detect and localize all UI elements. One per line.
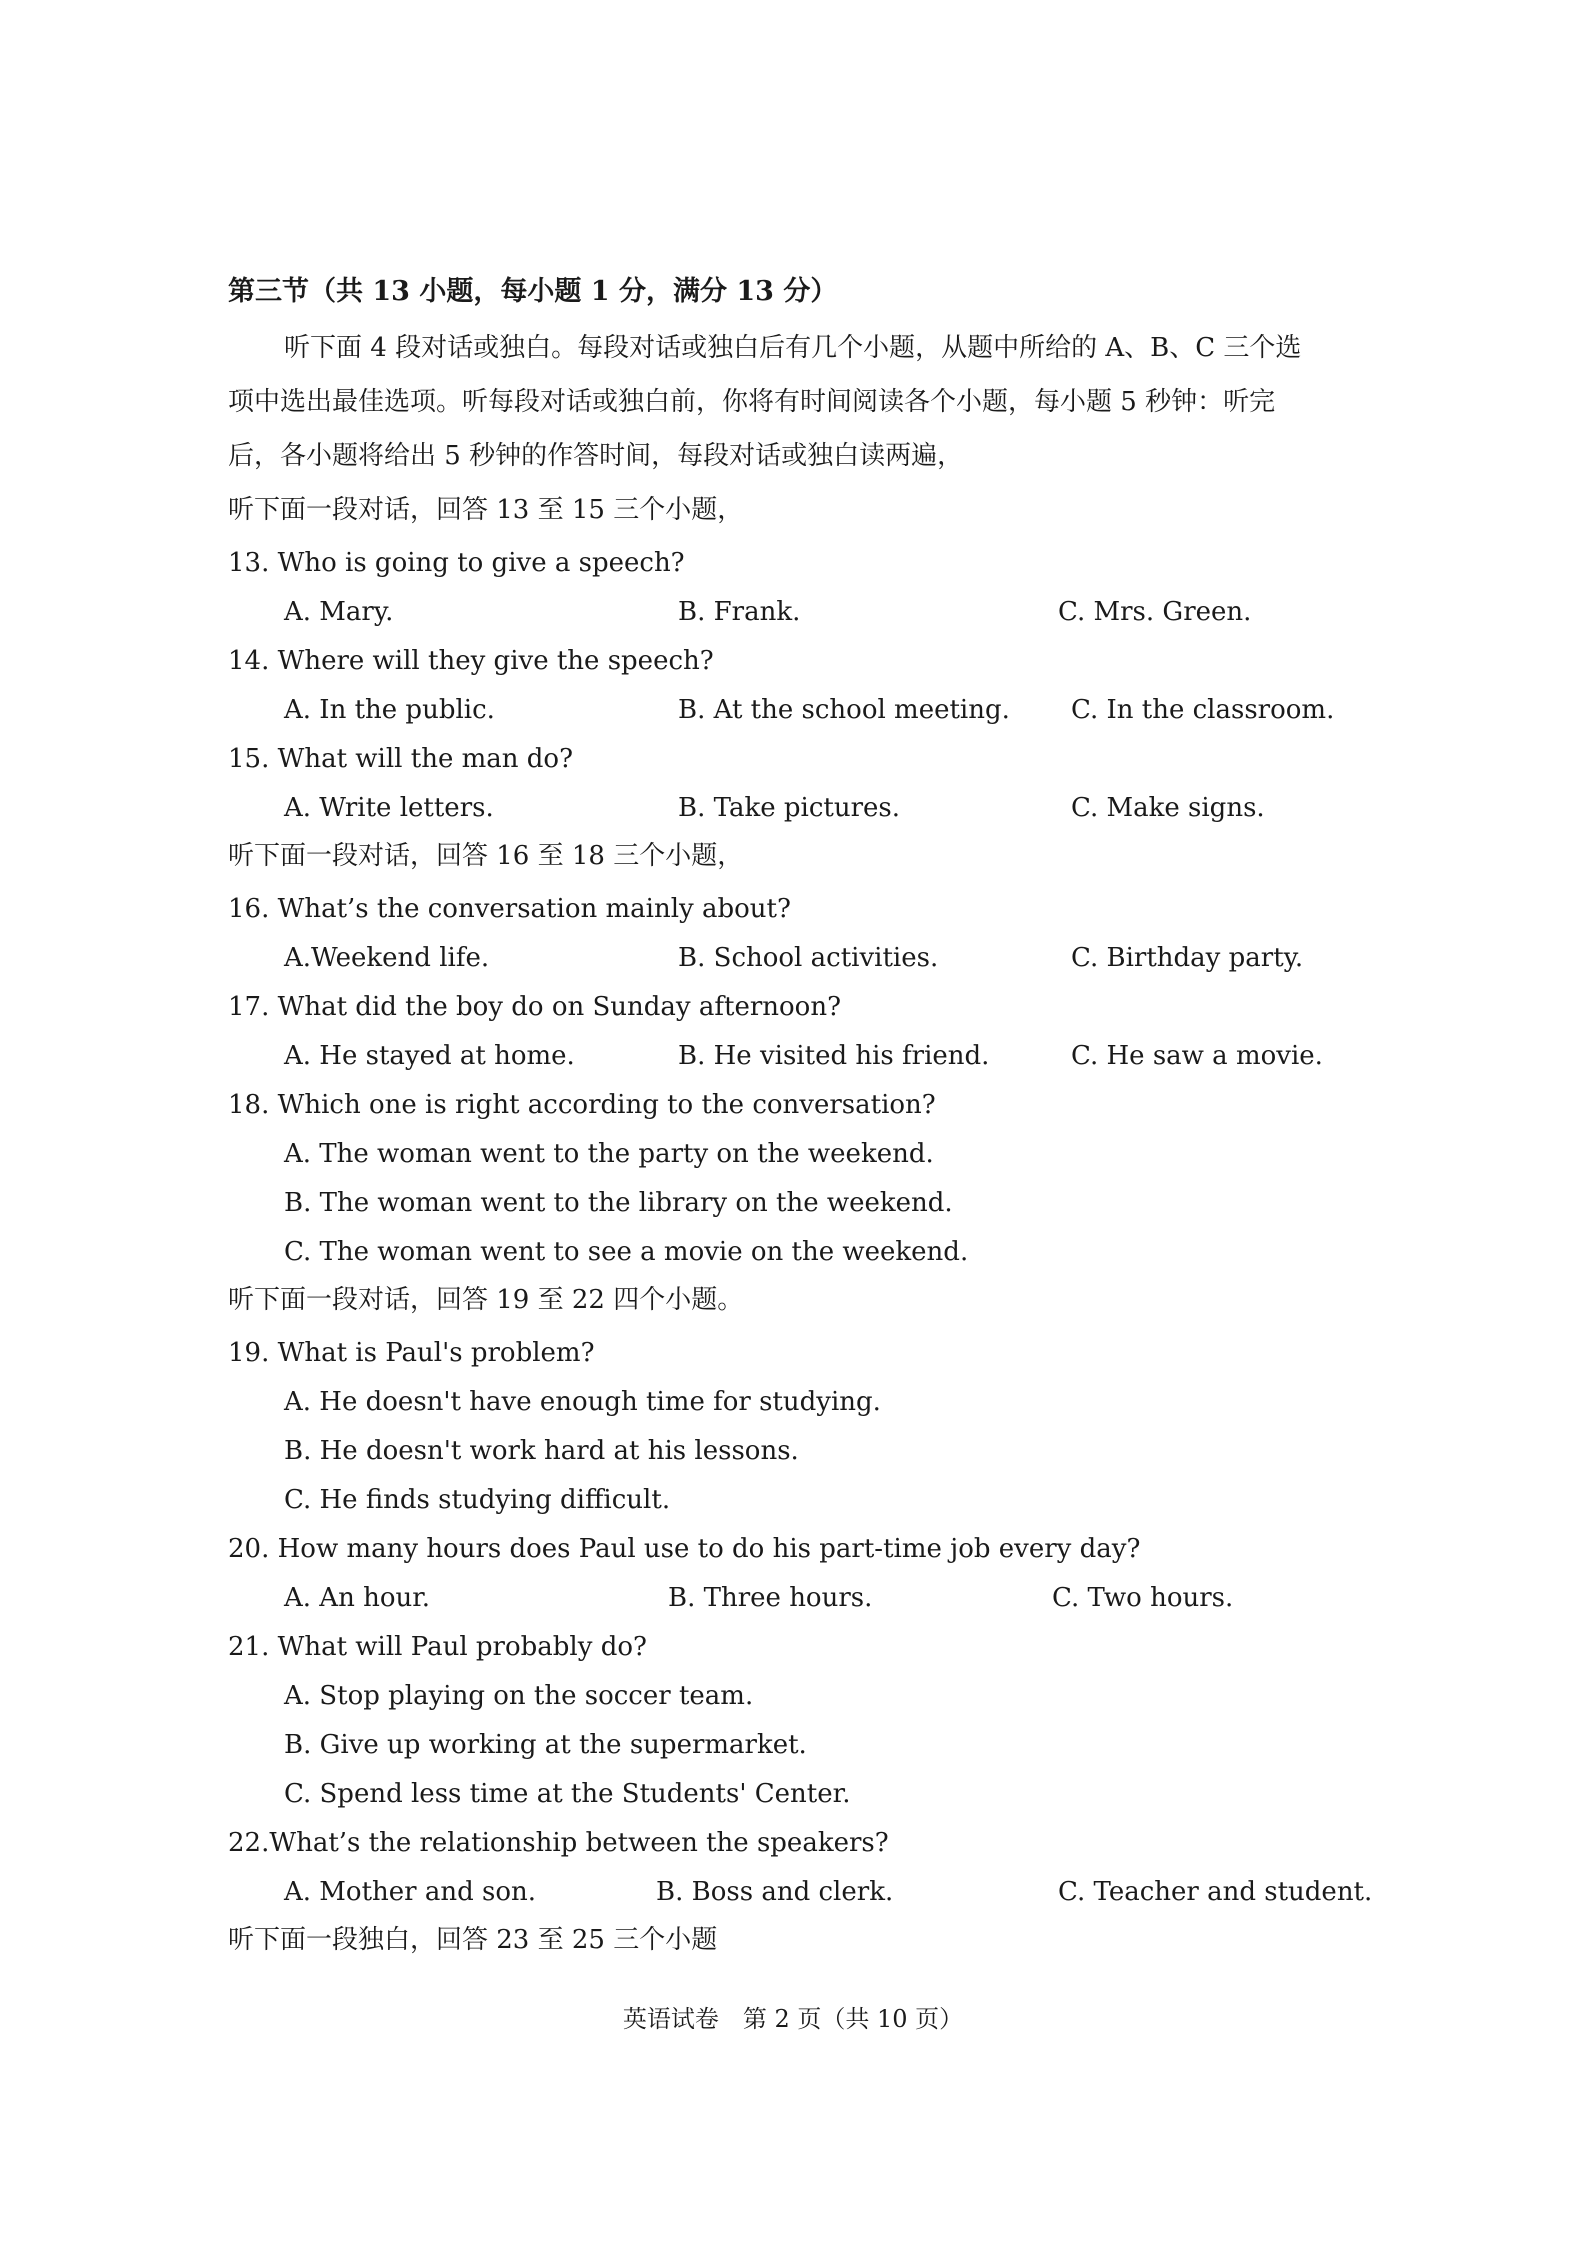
page-footer: 英语试卷 第 2 页（共 10 页） bbox=[622, 2005, 964, 2033]
question-22-option-b: B. Boss and clerk. bbox=[656, 1877, 894, 1907]
question-18-option-b: B. The woman went to the library on the weekend. bbox=[284, 1188, 953, 1218]
question-21-option-a: A. Stop playing on the soccer team. bbox=[284, 1681, 754, 1711]
instructions-line-2: 项中选出最佳选项。听每段对话或独白前，你将有时间阅读各个小题，每小题 5 秒钟：听完 bbox=[228, 387, 1276, 417]
question-14-option-b: B. At the school meeting. bbox=[678, 695, 1010, 725]
question-21-stem: 21. What will Paul probably do? bbox=[228, 1632, 647, 1662]
question-15-option-c: C. Make signs. bbox=[1071, 793, 1265, 823]
question-17-option-c: C. He saw a movie. bbox=[1071, 1041, 1323, 1071]
question-15-option-b: B. Take pictures. bbox=[678, 793, 901, 823]
instructions-line-3: 后，各小题将给出 5 秒钟的作答时间，每段对话或独白读两遍， bbox=[228, 441, 964, 471]
group-intro-1: 听下面一段对话，回答 13 至 15 三个小题， bbox=[228, 495, 744, 525]
question-19-option-b: B. He doesn't work hard at his lessons. bbox=[284, 1436, 799, 1466]
question-20-option-b: B. Three hours. bbox=[668, 1583, 873, 1613]
question-13-stem: 13. Who is going to give a speech? bbox=[228, 548, 685, 578]
question-18-option-c: C. The woman went to see a movie on the weekend. bbox=[284, 1237, 969, 1267]
question-15-option-a: A. Write letters. bbox=[284, 793, 494, 823]
question-22-option-c: C. Teacher and student. bbox=[1058, 1877, 1373, 1907]
section-title: 第三节（共 13 小题，每小题 1 分，满分 13 分） bbox=[228, 276, 838, 307]
question-18-option-a: A. The woman went to the party on the weekend. bbox=[284, 1139, 934, 1169]
question-16-option-c: C. Birthday party. bbox=[1071, 943, 1304, 973]
question-22-option-a: A. Mother and son. bbox=[284, 1877, 537, 1907]
instructions-line-1: 听下面 4 段对话或独白。每段对话或独白后有几个小题，从题中所给的 A、B、C 三个选 bbox=[284, 333, 1302, 363]
question-16-option-b: B. School activities. bbox=[678, 943, 939, 973]
group-intro-3: 听下面一段对话，回答 19 至 22 四个小题。 bbox=[228, 1285, 744, 1315]
question-17-stem: 17. What did the boy do on Sunday afternoon? bbox=[228, 992, 842, 1022]
question-17-option-b: B. He visited his friend. bbox=[678, 1041, 990, 1071]
question-15-stem: 15. What will the man do? bbox=[228, 744, 574, 774]
question-14-option-c: C. In the classroom. bbox=[1071, 695, 1335, 725]
question-17-option-a: A. He stayed at home. bbox=[284, 1041, 575, 1071]
question-20-option-c: C. Two hours. bbox=[1052, 1583, 1234, 1613]
question-20-option-a: A. An hour. bbox=[284, 1583, 431, 1613]
question-14-option-a: A. In the public. bbox=[284, 695, 495, 725]
question-20-stem: 20. How many hours does Paul use to do his part-time job every day? bbox=[228, 1534, 1141, 1564]
question-13-option-b: B. Frank. bbox=[678, 597, 801, 627]
question-13-option-a: A. Mary. bbox=[284, 597, 394, 627]
question-18-stem: 18. Which one is right according to the conversation? bbox=[228, 1090, 936, 1120]
group-intro-2: 听下面一段对话，回答 16 至 18 三个小题， bbox=[228, 841, 744, 871]
question-19-stem: 19. What is Paul's problem? bbox=[228, 1338, 595, 1368]
question-21-option-c: C. Spend less time at the Students' Center. bbox=[284, 1779, 851, 1809]
question-19-option-a: A. He doesn't have enough time for studying. bbox=[284, 1387, 881, 1417]
question-21-option-b: B. Give up working at the supermarket. bbox=[284, 1730, 807, 1760]
question-14-stem: 14. Where will they give the speech? bbox=[228, 646, 714, 676]
question-16-stem: 16. What’s the conversation mainly about? bbox=[228, 894, 791, 924]
question-22-stem: 22.What’s the relationship between the speakers? bbox=[228, 1828, 889, 1858]
group-intro-4: 听下面一段独白，回答 23 至 25 三个小题 bbox=[228, 1925, 718, 1955]
question-19-option-c: C. He finds studying difficult. bbox=[284, 1485, 671, 1515]
question-13-option-c: C. Mrs. Green. bbox=[1058, 597, 1252, 627]
question-16-option-a: A.Weekend life. bbox=[284, 943, 490, 973]
